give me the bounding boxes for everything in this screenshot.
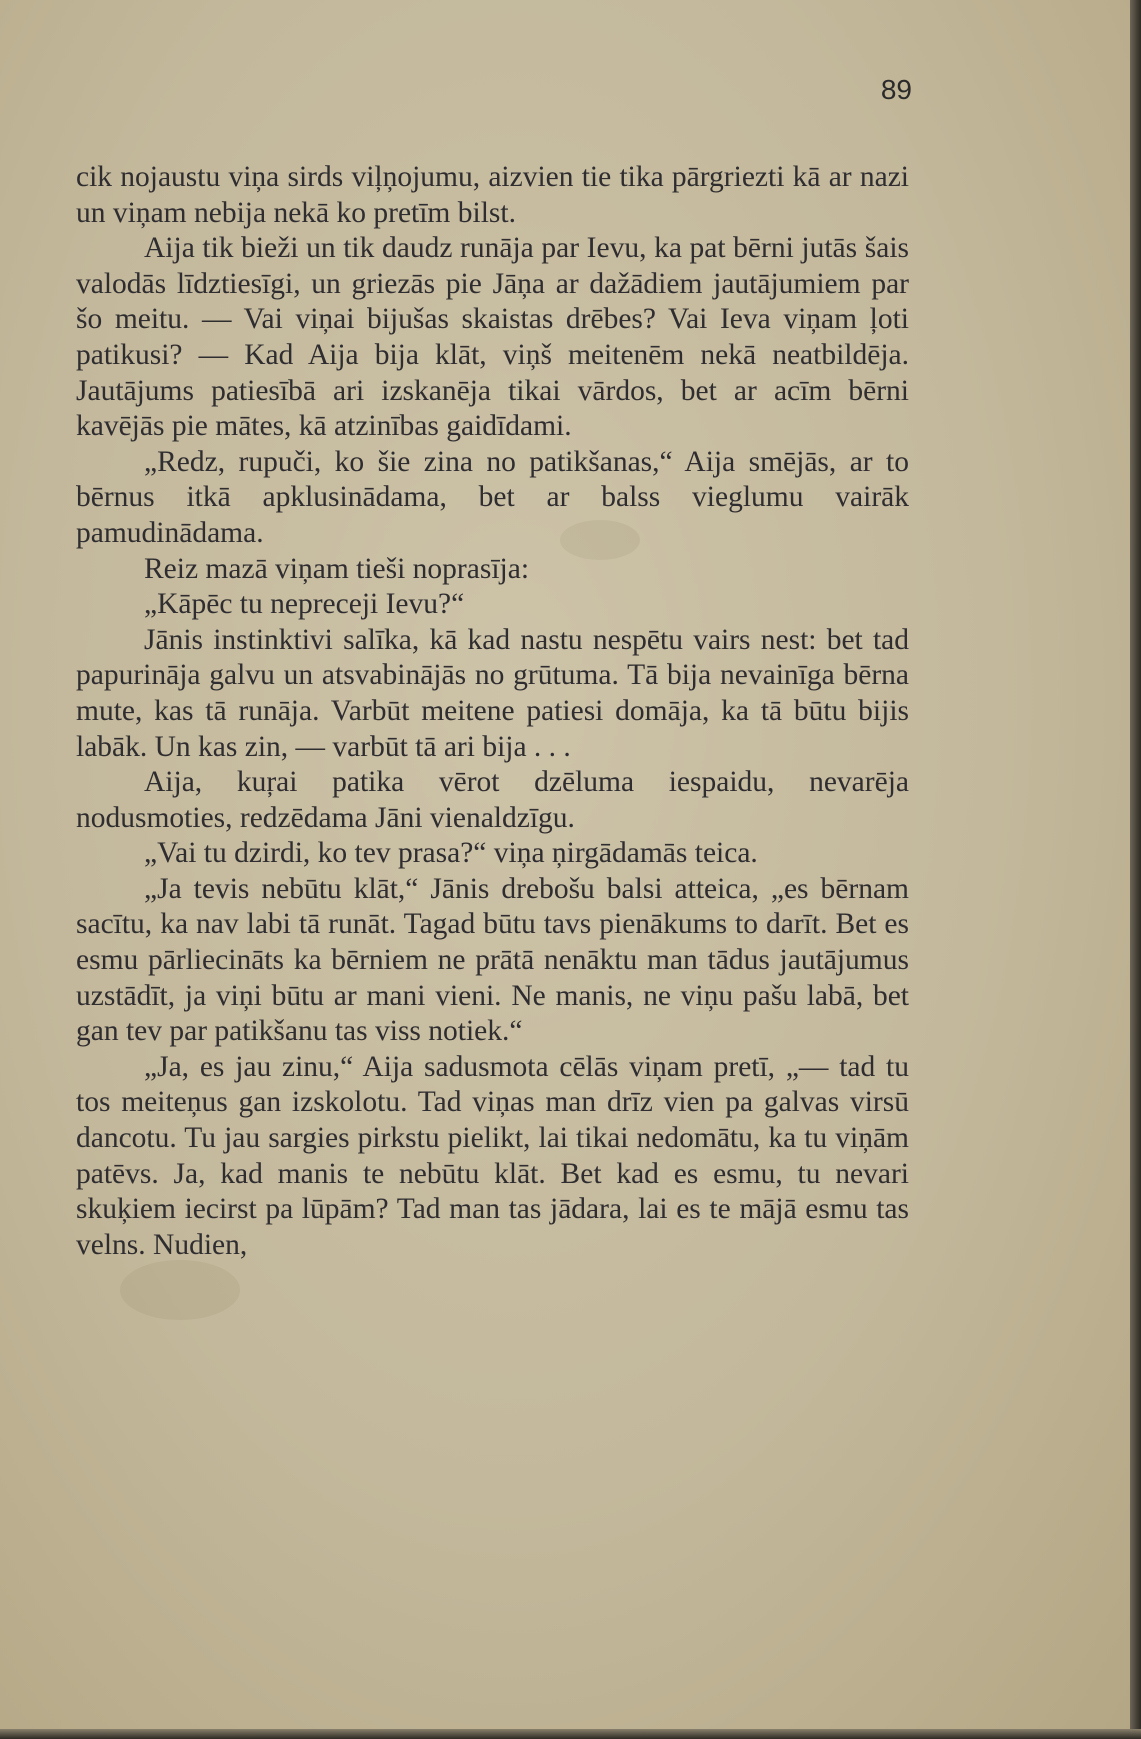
page-edge-bottom [0, 1729, 1141, 1739]
paragraph: Jānis instinktivi salīka, kā kad nastu nespētu vairs nest: bet tad papurināja galvu un atsvabinājās no grūtuma. Tā bija nevainīga bērna mute, kas tā runāja. Varbūt meitene patiesi domāja, ka tā būtu bijis labāk. Un kas zin, — varbūt tā ari bija . . . [76, 623, 909, 763]
paragraph: „Ja, es jau zinu,“ Aija sadusmota cēlās viņam pretī, „— tad tu tos meiteņus gan izskolotu. Tad viņas man drīz vien pa galvas virsū dancotu. Tu jau sargies pirkstu pielikt, lai tikai nedomātu, ka tu viņām patēvs. Ja, kad manis te nebūtu klāt. Bet kad es esmu, tu nevari skuķiem iecirst pa lūpām? Tad man tas jādara, lai es te mājā esmu tas velns. Nudien, [76, 1050, 909, 1261]
paragraph: „Ja tevis nebūtu klāt,“ Jānis drebošu balsi atteica, „es bērnam sacītu, ka nav labi tā runāt. Tagad būtu tavs pienākums to darīt. Bet es esmu pārliecināts ka bērniem ne prātā nenāktu man tādus jautājumus uzstādīt, ja viņi būtu ar mani vieni. Ne manis, ne viņu pašu labā, bet gan tev par patikšanu tas viss notiek.“ [76, 872, 909, 1048]
paragraph: Aija, kuŗai patika vērot dzēluma iespaidu, nevarēja nodusmoties, redzēdama Jāni vienaldzīgu. [76, 766, 909, 834]
body-text [76, 160, 909, 1263]
paragraph: Reiz mazā viņam tieši noprasīja: [144, 552, 530, 585]
paragraph: Aija tik bieži un tik daudz runāja par Ievu, ka pat bērni jutās šais valodās līdztiesīgi, un griezās pie Jāņa ar dažādiem jautājumiem par šo meitu. — Vai viņai bijušas skaistas drēbes? Vai Ieva viņam ļoti patikusi? — Kad Aija bija klāt, viņš meitenēm nekā neatbildēja. Jautājums patiesībā ari izskanēja tikai vārdos, bet ar acīm bērni kavējās pie mātes, kā atzinības gaidīdami. [76, 232, 909, 443]
paragraph: cik nojaustu viņa sirds viļņojumu, aizvien tie tika pārgriezti kā ar nazi un viņam nebija nekā ko pretīm bilst. [76, 161, 909, 229]
page-number: 89 [880, 74, 912, 105]
page-edge-right [1130, 0, 1141, 1739]
paragraph: „Kāpēc tu nepreceji Ievu?“ [144, 588, 465, 621]
paper-stain [120, 1260, 240, 1320]
paragraph: „Redz, rupuči, ko šie zina no patikšanas,“ Aija smējās, ar to bērnus itkā apklusinādama, bet ar balss vieglumu vairāk pamudinādama. [76, 445, 909, 549]
paragraph: „Vai tu dzirdi, ko tev prasa?“ viņa ņirgādamās teica. [144, 837, 758, 870]
